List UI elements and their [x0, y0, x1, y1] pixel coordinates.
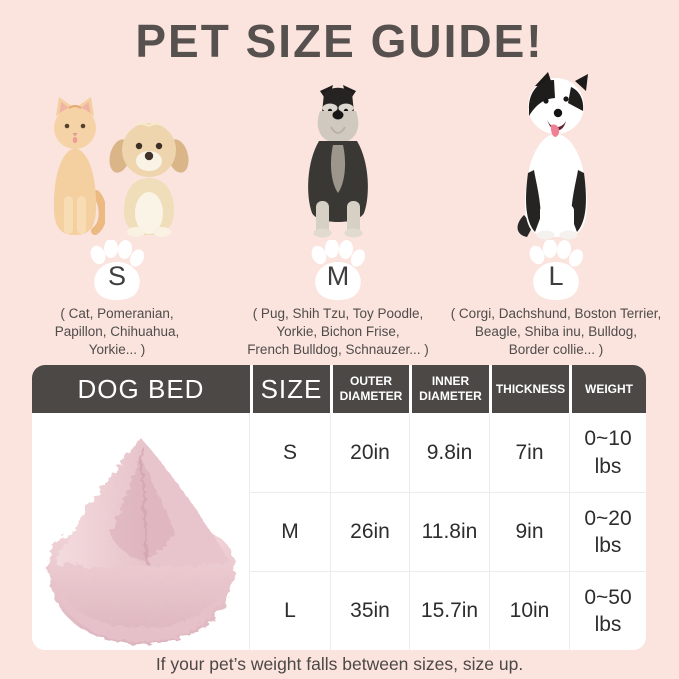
- cell-inner-diameter: 15.7in: [409, 571, 489, 650]
- product-image-cell: [32, 413, 250, 650]
- size-letter-s: S: [107, 261, 126, 291]
- size-group-s: [12, 85, 222, 359]
- puppy-image: [109, 116, 189, 238]
- cell-weight: 0~10 lbs: [569, 413, 646, 492]
- cell-outer-diameter: 35in: [330, 571, 409, 650]
- size-l-description: [451, 305, 662, 359]
- header-product: DOG BED: [77, 373, 205, 404]
- header-size: SIZE: [250, 365, 330, 413]
- desc-line: ( Pug, Shih Tzu, Toy Poodle,: [252, 306, 424, 321]
- cell-size: L: [250, 571, 330, 650]
- cell-size: M: [250, 492, 330, 571]
- cell-weight: 0~20 lbs: [569, 492, 646, 571]
- size-m-pets: [297, 85, 379, 238]
- cell-thickness: 7in: [489, 413, 569, 492]
- size-table-body: [32, 413, 646, 650]
- size-letter-l: L: [548, 261, 564, 291]
- cell-inner-diameter: 9.8in: [409, 413, 489, 492]
- paw-icon: [525, 240, 587, 300]
- cat-image: [45, 96, 105, 238]
- desc-line: French Bulldog, Schnauzer... ): [247, 342, 429, 357]
- size-l-pets: [509, 85, 603, 238]
- sizing-advice-note: If your pet’s weight falls between sizes, size up.: [155, 654, 524, 674]
- page-title: PET SIZE GUIDE!: [135, 15, 544, 67]
- desc-line: ( Corgi, Dachshund, Boston Terrier,: [450, 306, 662, 321]
- paw-icon: [307, 240, 369, 300]
- header-weight: WEIGHT: [569, 365, 646, 413]
- size-group-l: [436, 85, 676, 359]
- size-group-m: [228, 85, 448, 359]
- header-thickness: THICKNESS: [489, 365, 569, 413]
- size-table-header: [32, 365, 646, 413]
- size-s-description: [55, 305, 180, 359]
- schnauzer-image: [297, 83, 379, 238]
- cell-thickness: 9in: [489, 492, 569, 571]
- cell-size: S: [282, 440, 297, 464]
- dog-bed-image: [38, 416, 244, 648]
- cell-outer-diameter: 26in: [330, 492, 409, 571]
- size-m-description: [247, 305, 429, 359]
- cell-inner-diameter: 11.8in: [409, 492, 489, 571]
- desc-line: Papillon, Chihuahua,: [54, 324, 180, 339]
- desc-line: Yorkie... ): [88, 342, 146, 357]
- size-s-pets: [45, 85, 189, 238]
- cell-outer-diameter: 20in: [330, 413, 409, 492]
- desc-line: Yorkie, Bichon Frise,: [276, 324, 400, 339]
- desc-line: Beagle, Shiba inu, Bulldog,: [474, 324, 638, 339]
- cell-weight: 0~50 lbs: [569, 571, 646, 650]
- size-letter-m: M: [326, 261, 350, 291]
- desc-line: ( Cat, Pomeranian,: [60, 306, 174, 321]
- header-outer-diameter: OUTER DIAMETER: [330, 365, 409, 413]
- paw-icon: [86, 240, 148, 300]
- size-table: [32, 365, 646, 650]
- desc-line: Border collie... ): [508, 342, 604, 357]
- cell-thickness: 10in: [489, 571, 569, 650]
- header-inner-diameter: INNER DIAMETER: [409, 365, 489, 413]
- border-collie-image: [509, 70, 603, 240]
